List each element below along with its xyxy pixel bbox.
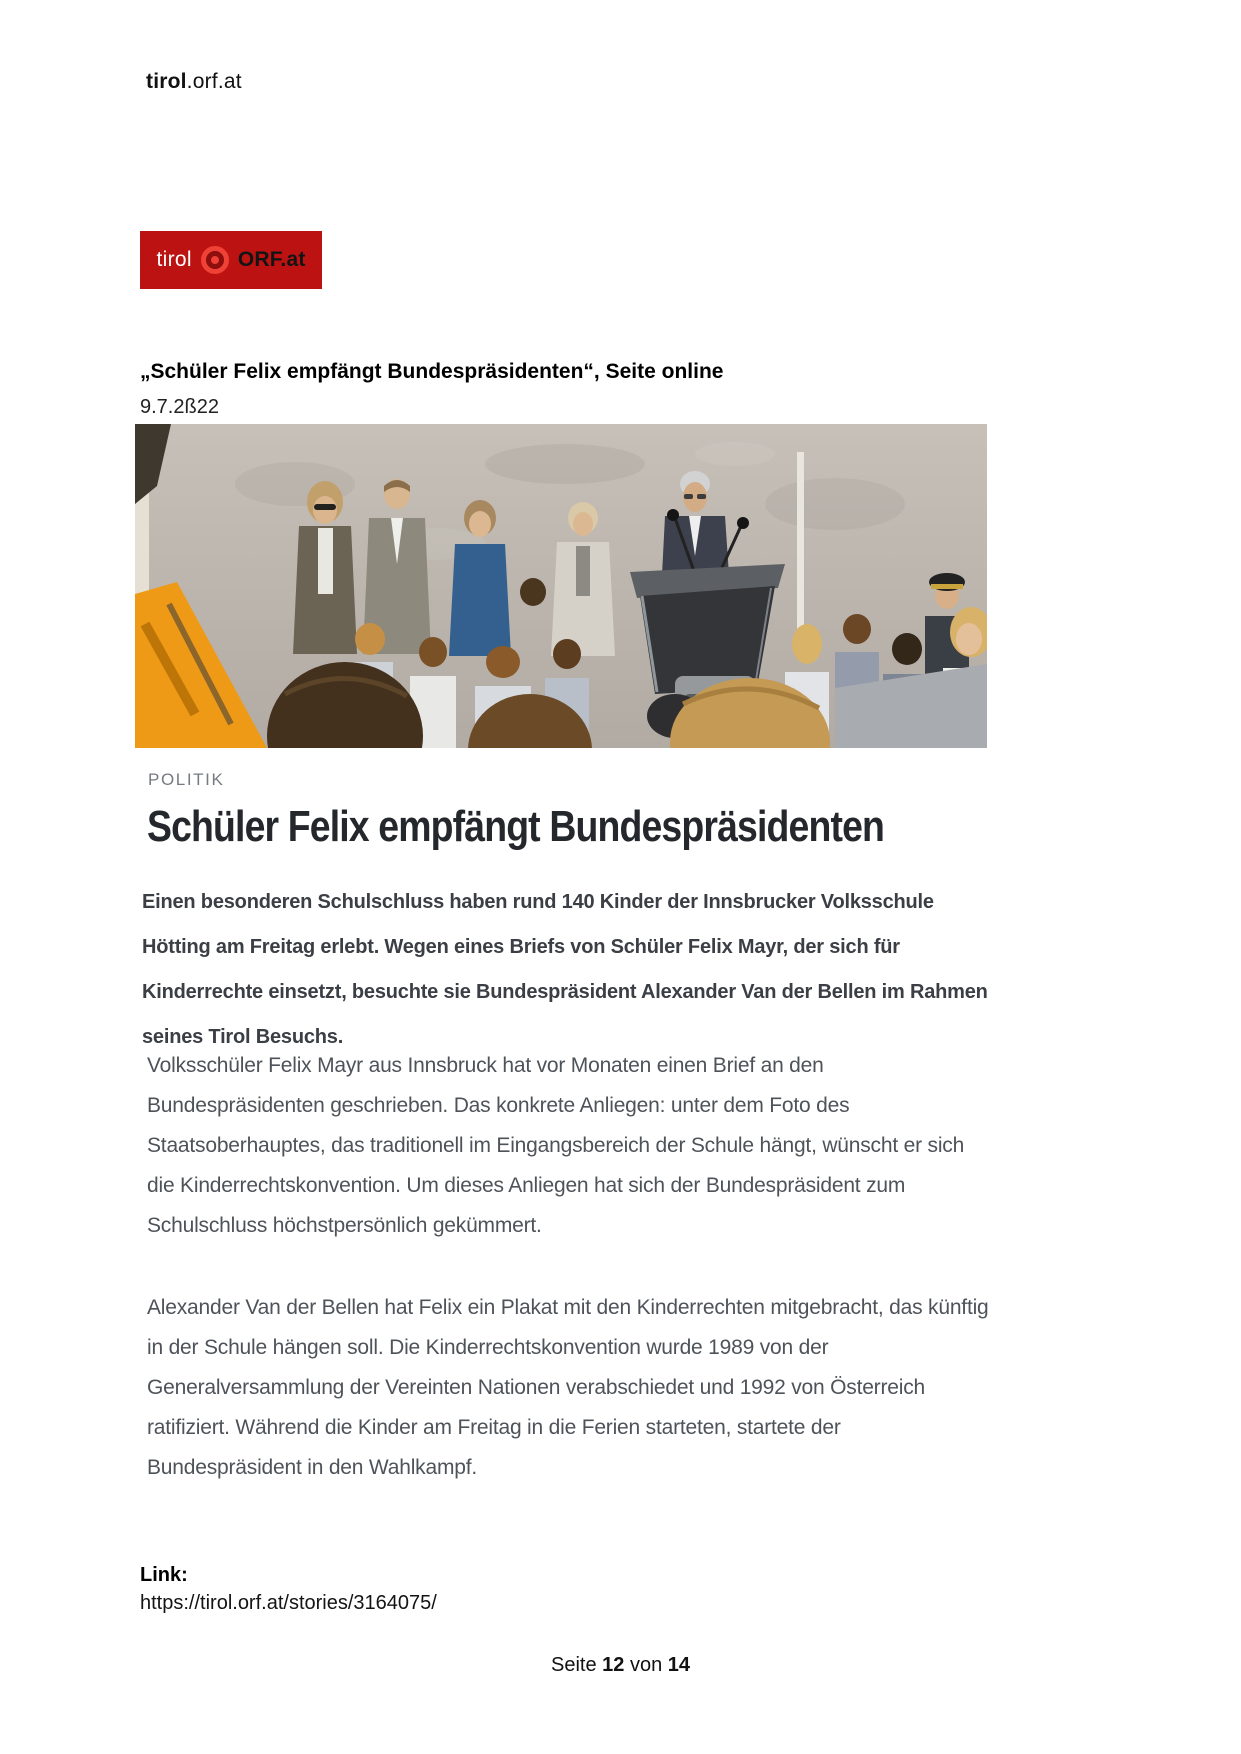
logo-region-label: tirol [156, 248, 192, 271]
document-date: 9.7.2ß22 [140, 396, 219, 418]
orf-tirol-logo [140, 231, 322, 289]
footer-prefix: Seite [550, 1654, 597, 1676]
footer-page-number: 12 [602, 1654, 625, 1676]
masthead-url-rest: .orf.at [186, 70, 242, 93]
article-paragraph: Alexander Van der Bellen hat Felix ein Plakat mit den Kinderrechten mitgebracht, das künftig in der Schule hängen soll. Die Kinderrechtskonvention wurde 1989 von der Generalversammlung der Vereinten Nationen verabschiedet und 1992 von Österreich ratifiziert. Während die Kinder am Freitag in die Ferien starteten, startete der Bundespräsident in den Wahlkampf. [147, 1296, 989, 1479]
orf-eye-icon [201, 246, 229, 274]
article-photo-illustration [135, 424, 987, 748]
masthead-url [146, 70, 242, 94]
article-photo [135, 424, 987, 748]
footer-separator: von [629, 1654, 663, 1676]
article-lead: Einen besonderen Schulschluss haben rund 140 Kinder der Innsbrucker Volksschule Hötting am Freitag erlebt. Wegen eines Briefs von Schüler Felix Mayr, der sich für Kinderrechte einsetzt, besuchte sie Bundespräsident Alexander Van der Bellen im Rahmen seines Tirol Besuchs. [142, 891, 988, 1048]
article-category: POLITIK [148, 770, 225, 789]
page-footer [0, 1654, 1241, 1677]
document-title: „Schüler Felix empfängt Bundespräsidenten“, Seite online [140, 360, 724, 383]
logo-brand-label: ORF.at [237, 248, 306, 271]
article-paragraph: Volksschüler Felix Mayr aus Innsbruck hat vor Monaten einen Brief an den Bundespräsidenten geschrieben. Das konkrete Anliegen: unter dem Foto des Staatsoberhauptes, das traditionell im Eingangsbereich der Schule hängt, wünscht er sich die Kinderrechtskonvention. Um dieses Anliegen hat sich der Bundespräsident zum Schulschluss höchstpersönlich gekümmert. [147, 1054, 965, 1237]
footer-total-pages: 14 [667, 1654, 691, 1676]
masthead-url-bold: tirol [146, 70, 187, 93]
article-link-url[interactable]: https://tirol.orf.at/stories/3164075/ [140, 1592, 437, 1614]
article-headline: Schüler Felix empfängt Bundespräsidenten [147, 802, 885, 851]
link-label: Link: [140, 1564, 188, 1586]
